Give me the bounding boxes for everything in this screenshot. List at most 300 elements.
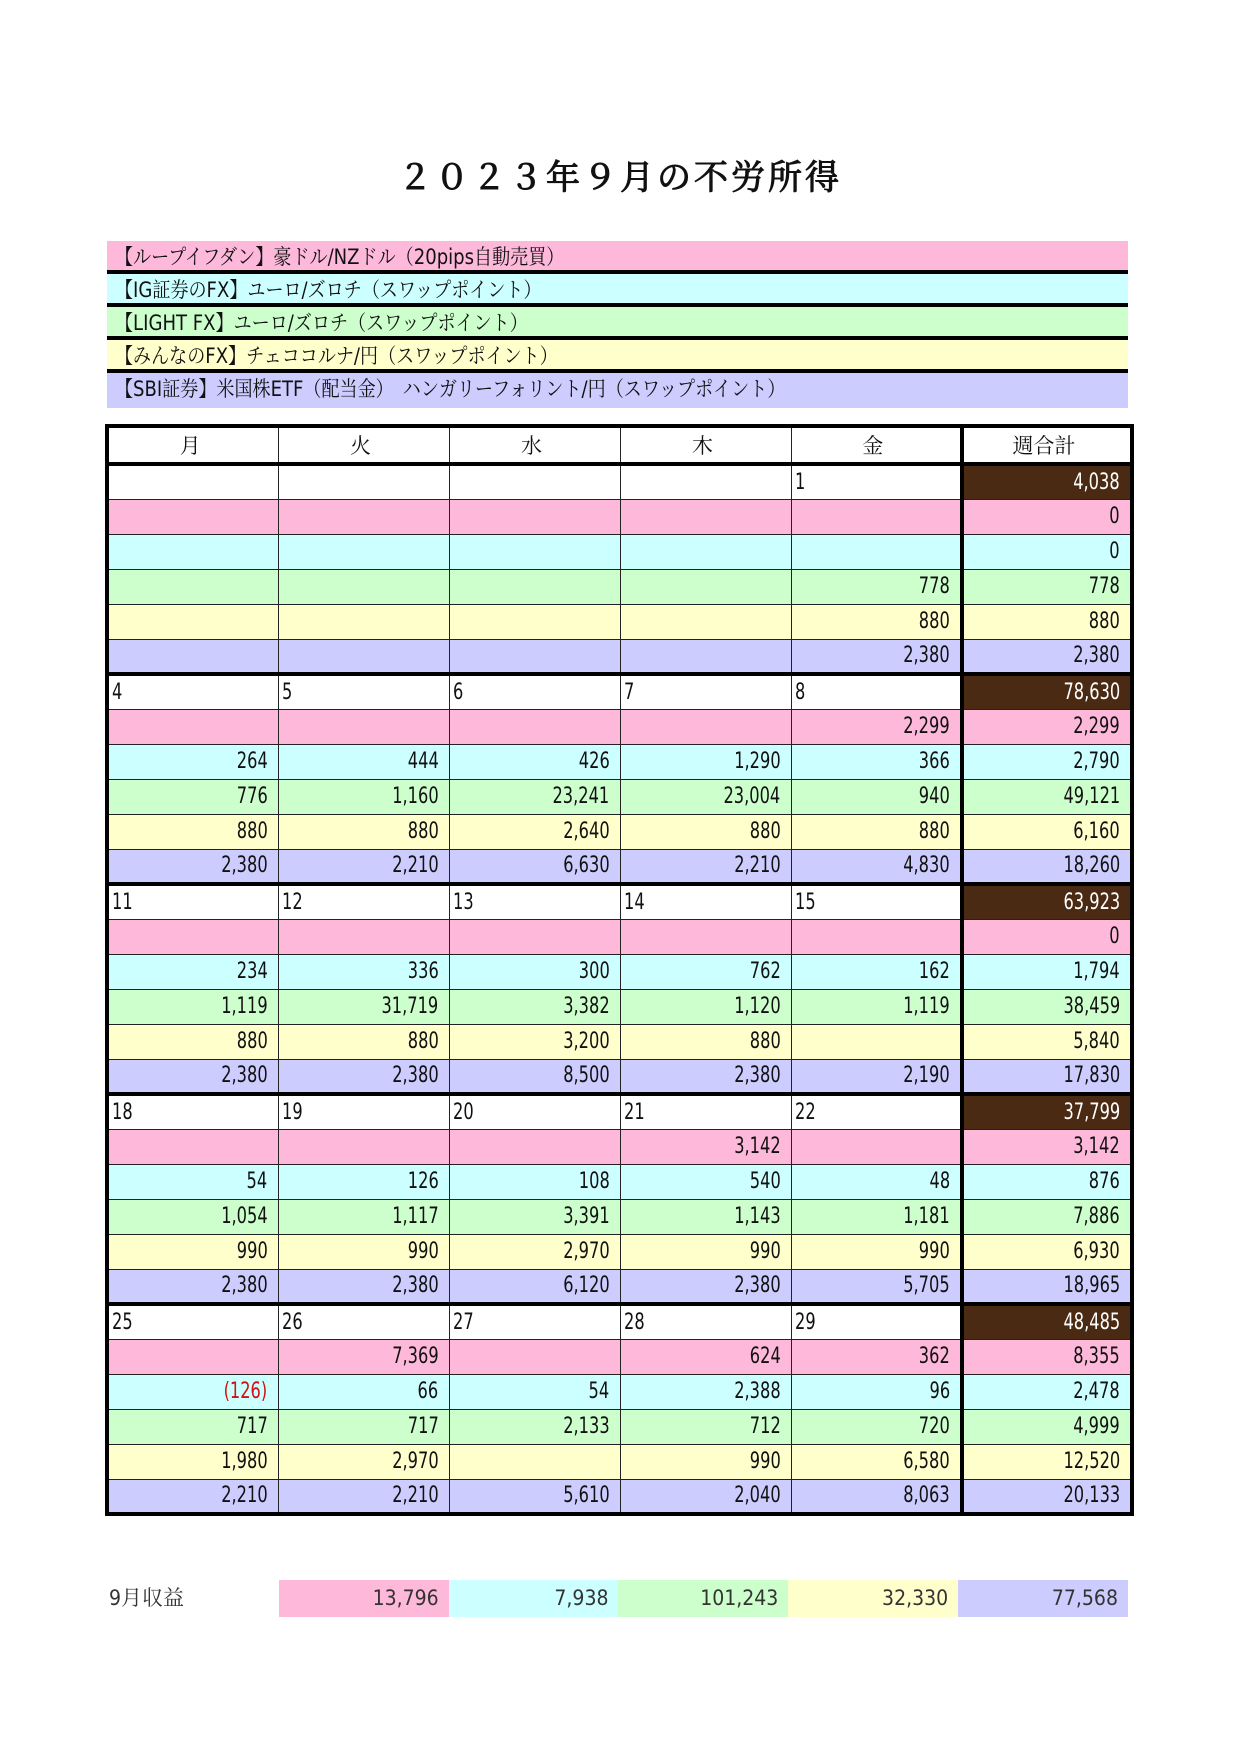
income-value: 54 xyxy=(246,1169,268,1194)
date-number: 29 xyxy=(794,1309,816,1335)
income-value: 778 xyxy=(919,574,950,599)
income-cell xyxy=(278,1269,449,1304)
date-number: 14 xyxy=(623,889,645,915)
income-cell xyxy=(449,1234,620,1269)
income-value: 990 xyxy=(749,1449,781,1474)
legend-row-loop-ifdone xyxy=(107,241,1128,274)
income-value: 880 xyxy=(919,819,950,844)
income-cell xyxy=(449,1444,620,1479)
row-total-value: 2,478 xyxy=(1073,1379,1120,1404)
header-tue: 火 xyxy=(278,426,449,464)
income-value: 1,054 xyxy=(221,1204,268,1229)
income-cell xyxy=(620,989,791,1024)
income-value: 2,970 xyxy=(392,1449,439,1474)
income-cell xyxy=(791,499,962,534)
income-cell xyxy=(278,1444,449,1479)
income-row-cyan xyxy=(107,744,1132,779)
income-value: 96 xyxy=(929,1379,950,1404)
income-cell xyxy=(620,744,791,779)
summary-sbi: 77,568 xyxy=(958,1580,1128,1617)
income-value: 54 xyxy=(588,1379,610,1404)
income-cell xyxy=(449,1339,620,1374)
row-total-value: 20,133 xyxy=(1063,1483,1120,1509)
legend-label: 【ループイフダン】豪ドル/NZドル（20pips自動売買） xyxy=(115,245,565,269)
income-cell xyxy=(107,604,278,639)
income-cell xyxy=(278,639,449,674)
row-total-cell xyxy=(962,569,1132,604)
income-value: 2,640 xyxy=(563,819,610,844)
date-number: 8 xyxy=(794,679,805,705)
legend-row-ig-fx xyxy=(107,274,1128,307)
income-cell xyxy=(620,1339,791,1374)
income-cell xyxy=(620,1479,791,1514)
income-value: 880 xyxy=(236,1029,268,1054)
income-value: 2,040 xyxy=(734,1483,781,1509)
date-number: 18 xyxy=(112,1099,133,1125)
income-cell xyxy=(278,1374,449,1409)
income-value: 990 xyxy=(749,1239,781,1264)
income-value: 300 xyxy=(578,959,610,984)
income-cell xyxy=(791,1444,962,1479)
row-total-cell xyxy=(962,1234,1132,1269)
income-cell xyxy=(278,1199,449,1234)
income-cell xyxy=(449,1479,620,1514)
date-cell xyxy=(620,1094,791,1129)
income-cell xyxy=(620,1444,791,1479)
legend-label: 【SBI証券】米国株ETF（配当金） ハンガリーフォリント/円（スワップポイント） xyxy=(115,377,786,401)
row-total-cell xyxy=(962,1479,1132,1514)
income-value: 264 xyxy=(236,749,268,774)
income-value: 880 xyxy=(236,819,268,844)
date-cell xyxy=(620,464,791,499)
income-value: 2,388 xyxy=(734,1379,781,1404)
week-total-cell xyxy=(962,1094,1132,1129)
income-cell xyxy=(449,709,620,744)
income-cell xyxy=(449,1059,620,1094)
income-cell xyxy=(107,1024,278,1059)
calendar-body xyxy=(107,464,1132,1514)
income-cell xyxy=(449,1269,620,1304)
income-cell xyxy=(107,849,278,884)
summary-light-fx: 101,243 xyxy=(618,1580,788,1617)
income-cell xyxy=(449,604,620,639)
income-cell xyxy=(791,1199,962,1234)
income-cell xyxy=(278,1059,449,1094)
date-cell xyxy=(620,674,791,709)
income-value: 1,119 xyxy=(221,994,268,1019)
row-total-value: 778 xyxy=(1089,574,1120,599)
row-total-value: 0 xyxy=(1109,539,1120,564)
date-cell xyxy=(107,1304,278,1339)
row-total-value: 6,930 xyxy=(1073,1239,1120,1264)
income-value: 3,200 xyxy=(563,1029,610,1054)
income-value: 6,630 xyxy=(563,853,610,879)
income-cell xyxy=(107,569,278,604)
income-row-pink xyxy=(107,1339,1132,1374)
income-cell xyxy=(449,499,620,534)
income-row-yellow xyxy=(107,604,1132,639)
income-cell xyxy=(620,1129,791,1164)
date-row xyxy=(107,884,1132,919)
income-cell xyxy=(620,1024,791,1059)
income-row-green xyxy=(107,569,1132,604)
income-cell xyxy=(449,1374,620,1409)
income-cell xyxy=(791,1024,962,1059)
income-row-lavender xyxy=(107,1059,1132,1094)
date-row xyxy=(107,1304,1132,1339)
income-value: 717 xyxy=(407,1414,439,1439)
income-cell xyxy=(449,1199,620,1234)
income-value: 2,380 xyxy=(734,1063,781,1089)
row-total-cell xyxy=(962,1269,1132,1304)
income-cell xyxy=(791,534,962,569)
date-cell xyxy=(449,464,620,499)
income-value: 31,719 xyxy=(381,994,439,1019)
income-cell xyxy=(278,1129,449,1164)
income-cell xyxy=(278,604,449,639)
income-value: 2,210 xyxy=(734,853,781,879)
row-total-cell xyxy=(962,779,1132,814)
income-cell xyxy=(449,814,620,849)
income-cell xyxy=(107,744,278,779)
date-number: 19 xyxy=(281,1099,303,1125)
row-total-cell xyxy=(962,1129,1132,1164)
income-cell xyxy=(278,849,449,884)
income-value: 720 xyxy=(919,1414,950,1439)
row-total-value: 2,790 xyxy=(1073,749,1120,774)
income-value: 66 xyxy=(417,1379,439,1404)
date-cell xyxy=(791,1304,962,1339)
date-number: 21 xyxy=(623,1099,645,1125)
row-total-value: 18,965 xyxy=(1063,1273,1120,1299)
income-value: 880 xyxy=(749,1029,781,1054)
income-cell xyxy=(278,1024,449,1059)
row-total-cell xyxy=(962,814,1132,849)
date-cell xyxy=(278,1304,449,1339)
income-cell xyxy=(620,499,791,534)
income-value: 712 xyxy=(749,1414,781,1439)
income-cell xyxy=(449,954,620,989)
income-value: 2,380 xyxy=(392,1273,439,1299)
row-total-cell xyxy=(962,744,1132,779)
date-number: 20 xyxy=(452,1099,474,1125)
income-cell xyxy=(620,1269,791,1304)
income-row-lavender xyxy=(107,849,1132,884)
income-value: 234 xyxy=(236,959,268,984)
date-number: 27 xyxy=(452,1309,474,1335)
income-cell xyxy=(107,639,278,674)
week-total-value: 4,038 xyxy=(1073,469,1120,495)
income-value: 880 xyxy=(407,819,439,844)
income-cell xyxy=(449,534,620,569)
income-value: 990 xyxy=(407,1239,439,1264)
row-total-value: 7,886 xyxy=(1073,1204,1120,1229)
header-wed: 水 xyxy=(449,426,620,464)
row-total-cell xyxy=(962,639,1132,674)
legend xyxy=(107,241,1128,408)
row-total-value: 876 xyxy=(1089,1169,1120,1194)
income-cell xyxy=(278,779,449,814)
income-cell xyxy=(791,1129,962,1164)
income-cell xyxy=(620,1199,791,1234)
summary-loop-ifdone: 13,796 xyxy=(279,1580,449,1617)
row-total-cell xyxy=(962,499,1132,534)
row-total-value: 38,459 xyxy=(1063,994,1120,1019)
header-week-total: 週合計 xyxy=(962,426,1132,464)
income-value: 880 xyxy=(919,609,950,634)
income-cell xyxy=(791,1059,962,1094)
income-value: 108 xyxy=(578,1169,610,1194)
row-total-value: 49,121 xyxy=(1063,784,1120,809)
income-cell xyxy=(791,1374,962,1409)
income-cell xyxy=(449,569,620,604)
legend-label: 【みんなのFX】チェココルナ/円（スワップポイント） xyxy=(115,344,558,368)
income-cell xyxy=(791,779,962,814)
income-value: 2,970 xyxy=(563,1239,610,1264)
income-value: 366 xyxy=(919,749,950,774)
legend-label: 【LIGHT FX】ユーロ/ズロチ（スワップポイント） xyxy=(115,311,528,335)
row-total-value: 1,794 xyxy=(1073,959,1120,984)
date-row xyxy=(107,1094,1132,1129)
row-total-value: 3,142 xyxy=(1073,1134,1120,1159)
page-title: ２０２３年９月の不労所得 xyxy=(398,158,842,198)
income-cell xyxy=(620,1164,791,1199)
income-row-green xyxy=(107,779,1132,814)
income-cell xyxy=(278,1234,449,1269)
row-total-cell xyxy=(962,1059,1132,1094)
income-value: 1,120 xyxy=(734,994,781,1019)
income-value: 540 xyxy=(749,1169,781,1194)
income-cell xyxy=(107,814,278,849)
income-cell xyxy=(278,1409,449,1444)
income-cell xyxy=(791,569,962,604)
income-cell xyxy=(791,919,962,954)
row-total-cell xyxy=(962,989,1132,1024)
date-number: 22 xyxy=(794,1099,816,1125)
income-value: 2,299 xyxy=(903,714,950,739)
income-cell xyxy=(791,1479,962,1514)
income-cell xyxy=(791,1164,962,1199)
income-value: 2,380 xyxy=(221,1063,268,1089)
income-cell xyxy=(107,709,278,744)
income-value: 7,369 xyxy=(392,1344,439,1369)
legend-row-light-fx xyxy=(107,307,1128,340)
income-value: 5,705 xyxy=(903,1273,950,1299)
date-cell xyxy=(791,464,962,499)
row-total-value: 0 xyxy=(1109,924,1120,949)
income-cell xyxy=(620,709,791,744)
row-total-value: 2,380 xyxy=(1073,643,1120,669)
income-value: 6,580 xyxy=(903,1449,950,1474)
income-cell xyxy=(449,849,620,884)
date-number: 13 xyxy=(452,889,474,915)
date-cell xyxy=(107,674,278,709)
income-cell xyxy=(449,1164,620,1199)
income-cell xyxy=(107,1059,278,1094)
legend-row-sbi xyxy=(107,373,1128,408)
income-cell xyxy=(278,954,449,989)
income-value: 880 xyxy=(407,1029,439,1054)
income-row-lavender xyxy=(107,639,1132,674)
income-row-yellow xyxy=(107,814,1132,849)
row-total-value: 12,520 xyxy=(1063,1449,1120,1474)
date-cell xyxy=(791,674,962,709)
date-cell xyxy=(107,884,278,919)
row-total-cell xyxy=(962,1444,1132,1479)
income-value: 8,500 xyxy=(563,1063,610,1089)
header-thu: 木 xyxy=(620,426,791,464)
income-cell xyxy=(107,499,278,534)
income-value: 426 xyxy=(578,749,610,774)
income-value: 1,290 xyxy=(734,749,781,774)
income-cell xyxy=(278,499,449,534)
row-total-cell xyxy=(962,1409,1132,1444)
income-value: 3,391 xyxy=(563,1204,610,1229)
income-value: 1,980 xyxy=(221,1449,268,1474)
date-number: 25 xyxy=(112,1309,133,1335)
row-total-cell xyxy=(962,604,1132,639)
row-total-value: 17,830 xyxy=(1063,1063,1120,1089)
income-cell xyxy=(107,1269,278,1304)
income-value: 3,382 xyxy=(563,994,610,1019)
income-cell xyxy=(107,919,278,954)
date-number: 7 xyxy=(623,679,634,705)
income-row-green xyxy=(107,1199,1132,1234)
date-cell xyxy=(278,884,449,919)
row-total-cell xyxy=(962,709,1132,744)
income-row-yellow xyxy=(107,1024,1132,1059)
income-cell xyxy=(278,1479,449,1514)
income-value: 126 xyxy=(407,1169,439,1194)
income-value: 2,210 xyxy=(392,853,439,879)
row-total-value: 2,299 xyxy=(1073,714,1120,739)
income-cell xyxy=(620,849,791,884)
date-number: 26 xyxy=(281,1309,303,1335)
week-total-value: 78,630 xyxy=(1063,679,1120,705)
date-cell xyxy=(791,884,962,919)
income-cell xyxy=(278,569,449,604)
week-total-value: 63,923 xyxy=(1063,889,1120,915)
income-value: 2,380 xyxy=(392,1063,439,1089)
date-cell xyxy=(449,884,620,919)
date-number: 12 xyxy=(281,889,303,915)
income-row-green xyxy=(107,1409,1132,1444)
summary-ig-fx: 7,938 xyxy=(449,1580,619,1617)
date-cell xyxy=(449,1304,620,1339)
income-cell xyxy=(620,1059,791,1094)
income-value: 2,380 xyxy=(221,853,268,879)
date-number: 1 xyxy=(794,469,805,495)
monthly-summary xyxy=(107,1580,1128,1617)
income-value: 2,190 xyxy=(903,1063,950,1089)
income-row-pink xyxy=(107,1129,1132,1164)
header-fri: 金 xyxy=(791,426,962,464)
date-row xyxy=(107,674,1132,709)
income-value: 48 xyxy=(929,1169,950,1194)
income-row-green xyxy=(107,989,1132,1024)
income-cell xyxy=(449,744,620,779)
row-total-cell xyxy=(962,1024,1132,1059)
income-cell xyxy=(791,709,962,744)
weekday-header-row xyxy=(107,426,1132,464)
income-cell xyxy=(791,1269,962,1304)
income-value: 6,120 xyxy=(563,1273,610,1299)
income-cell xyxy=(620,569,791,604)
income-value: 8,063 xyxy=(903,1483,950,1509)
income-value: 362 xyxy=(919,1344,950,1369)
row-total-value: 5,840 xyxy=(1073,1029,1120,1054)
row-total-cell xyxy=(962,1164,1132,1199)
income-row-pink xyxy=(107,709,1132,744)
income-cell xyxy=(620,919,791,954)
income-row-yellow xyxy=(107,1234,1132,1269)
row-total-cell xyxy=(962,1374,1132,1409)
income-cell xyxy=(107,1339,278,1374)
date-cell xyxy=(449,1094,620,1129)
income-cell xyxy=(620,954,791,989)
date-cell xyxy=(791,1094,962,1129)
week-total-cell xyxy=(962,1304,1132,1339)
income-cell xyxy=(620,534,791,569)
date-number: 5 xyxy=(281,679,292,705)
income-value: (126) xyxy=(223,1379,268,1404)
income-cell xyxy=(791,744,962,779)
income-value: 5,610 xyxy=(563,1483,610,1509)
header-mon: 月 xyxy=(107,426,278,464)
income-row-lavender xyxy=(107,1479,1132,1514)
date-row xyxy=(107,464,1132,499)
date-cell xyxy=(107,464,278,499)
row-total-cell xyxy=(962,954,1132,989)
income-value: 444 xyxy=(407,749,439,774)
week-total-value: 48,485 xyxy=(1063,1309,1120,1335)
income-value: 1,119 xyxy=(903,994,950,1019)
date-cell xyxy=(278,1094,449,1129)
date-cell xyxy=(278,464,449,499)
income-value: 2,380 xyxy=(903,643,950,669)
legend-label: 【IG証券のFX】ユーロ/ズロチ（スワップポイント） xyxy=(115,278,542,302)
income-cell xyxy=(107,989,278,1024)
income-value: 776 xyxy=(236,784,268,809)
income-value: 880 xyxy=(749,819,781,844)
income-cell xyxy=(107,534,278,569)
income-calendar-table xyxy=(105,424,1134,1516)
date-number: 11 xyxy=(112,889,133,915)
income-cell xyxy=(278,1339,449,1374)
date-number: 15 xyxy=(794,889,816,915)
date-number: 28 xyxy=(623,1309,645,1335)
income-cell xyxy=(107,1409,278,1444)
row-total-cell xyxy=(962,534,1132,569)
row-total-value: 8,355 xyxy=(1073,1344,1120,1369)
income-value: 1,160 xyxy=(392,784,439,809)
date-cell xyxy=(449,674,620,709)
income-value: 336 xyxy=(407,959,439,984)
income-cell xyxy=(449,989,620,1024)
income-cell xyxy=(620,604,791,639)
income-row-cyan xyxy=(107,534,1132,569)
income-value: 3,142 xyxy=(734,1134,781,1159)
income-cell xyxy=(107,1129,278,1164)
income-value: 990 xyxy=(236,1239,268,1264)
income-cell xyxy=(791,639,962,674)
income-row-cyan xyxy=(107,1164,1132,1199)
income-value: 624 xyxy=(749,1344,781,1369)
row-total-value: 18,260 xyxy=(1063,853,1120,879)
income-cell xyxy=(107,1199,278,1234)
date-number: 6 xyxy=(452,679,463,705)
income-value: 23,241 xyxy=(552,784,610,809)
